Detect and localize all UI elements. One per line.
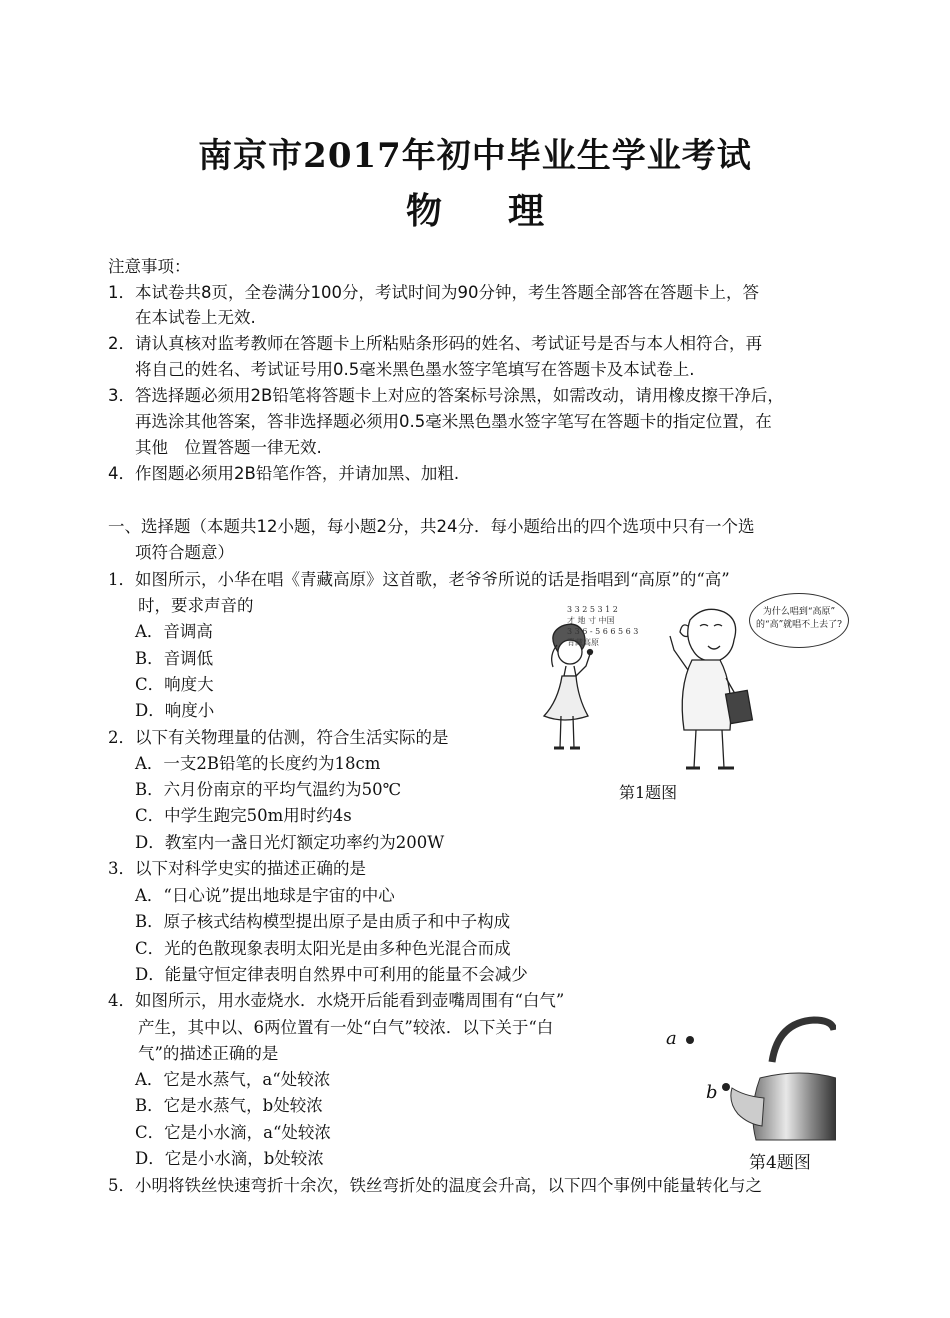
question-stem: 产生，其中以、6两位置有一处“白气”较浓．以下关于“白 (138, 1018, 554, 1037)
music-notation: 3 3 2 5 3 1 2 才 地 寸 中国 3 3 6 - 5 6 6 5 6 3 青藏高原 (567, 605, 639, 647)
option-b: B．音调低 (135, 649, 214, 668)
speech-line: 为什么唱到“高原” (762, 607, 836, 617)
question-number: 1． (108, 570, 135, 589)
question-stem: 气”的描述正确的是 (138, 1044, 279, 1063)
notice-num: 4． (108, 464, 135, 483)
notice-line: 其他 位置答题一律无效. (135, 438, 322, 457)
question-stem: 小明将铁丝快速弯折十余次，铁丝弯折处的温度会升高，以下四个事例中能量转化与之 (135, 1176, 762, 1195)
option-d: D．响度小 (135, 701, 215, 720)
section-heading: 一、选择题（本题共12小题，每小题2分，共24分．每小题给出的四个选项中只有一个选 (108, 517, 755, 536)
notice-line: 请认真核对监考教师在答题卡上所粘贴条形码的姓名、考试证号是否与本人相符合，再 (135, 334, 762, 353)
notice-heading: 注意事项： (108, 257, 191, 276)
option-a: A．一支2B铅笔的长度约为18cm (135, 754, 381, 773)
option-b: B．六月份南京的平均气温约为50℃ (135, 780, 402, 799)
old-man-figure (670, 609, 752, 768)
notice-line: 作图题必须用2B铅笔作答，并请加黑、加粗. (135, 464, 460, 483)
option-a: A．音调高 (135, 622, 213, 641)
option-d: D．它是小水滴，b处较浓 (135, 1149, 324, 1168)
question-stem: 如图所示，用水壶烧水．水烧开后能看到壶嘴周围有“白气” (135, 991, 565, 1010)
option-c: C．光的色散现象表明太阳光是由多种色光混合而成 (135, 939, 511, 958)
question-number: 4． (108, 991, 135, 1010)
option-c: C．它是小水滴，a“处较浓 (135, 1123, 331, 1142)
question-number: 2． (108, 728, 135, 747)
option-a: A．它是水蒸气，a“处较浓 (135, 1070, 331, 1089)
notice-num: 2． (108, 334, 135, 353)
option-c: C．响度大 (135, 675, 214, 694)
label-a: a (666, 1028, 677, 1049)
option-b: B．它是水蒸气，b处较浓 (135, 1096, 323, 1115)
option-d: D．能量守恒定律表明自然界中可利用的能量不会减少 (135, 965, 528, 984)
speech-line: 的“高”就唱不上去了? (755, 620, 843, 630)
question-number: 3． (108, 859, 135, 878)
option-c: C．中学生跑完50m用时约4s (135, 806, 352, 825)
section-heading-cont: 项符合题意） (135, 543, 234, 562)
notice-num: 3． (108, 386, 135, 405)
option-b: B．原子核式结构模型提出原子是由质子和中子构成 (135, 912, 511, 931)
figure-4-kettle (660, 1010, 836, 1142)
notice-line: 答选择题必须用2B铅笔将答题卡上对应的答案标号涂黑，如需改动，请用橡皮擦干净后， (135, 386, 784, 405)
figure-4-caption: 第4题图 (749, 1153, 811, 1173)
option-a: A．“日心说”提出地球是宇宙的中心 (135, 886, 395, 905)
notice-line: 本试卷共8页，全卷满分100分，考试时间为90分钟，考生答题全部答在答题卡上，答 (135, 283, 759, 302)
notice-line: 再选涂其他答案，答非选择题必须用0.5毫米黑色墨水签字笔写在答题卡的指定位置，在 (135, 412, 772, 431)
figure-1-caption: 第1题图 (619, 783, 678, 802)
label-b: b (706, 1082, 718, 1103)
notice-line: 将自己的姓名、考试证号用0.5毫米黑色墨水签字笔填写在答题卡及本试卷上. (135, 360, 695, 379)
notice-line: 在本试卷上无效. (135, 308, 256, 327)
question-stem: 时，要求声音的 (138, 596, 254, 615)
point-b-dot (722, 1083, 730, 1091)
question-number: 5． (108, 1176, 135, 1195)
exam-title: 南京市2017年初中毕业生学业考试 (198, 136, 752, 176)
question-stem: 以下对科学史实的描述正确的是 (135, 859, 366, 878)
subject-title: 物理 (405, 190, 610, 232)
option-d: D．教室内一盏日光灯额定功率约为200W (135, 833, 445, 852)
speech-bubble (749, 593, 849, 648)
question-stem: 以下有关物理量的估测，符合生活实际的是 (135, 728, 449, 747)
question-stem: 如图所示，小华在唱《青藏高原》这首歌，老爷爷所说的话是指唱到“高原”的“高” (135, 570, 730, 589)
notice-num: 1． (108, 283, 135, 302)
point-a-dot (686, 1036, 694, 1044)
